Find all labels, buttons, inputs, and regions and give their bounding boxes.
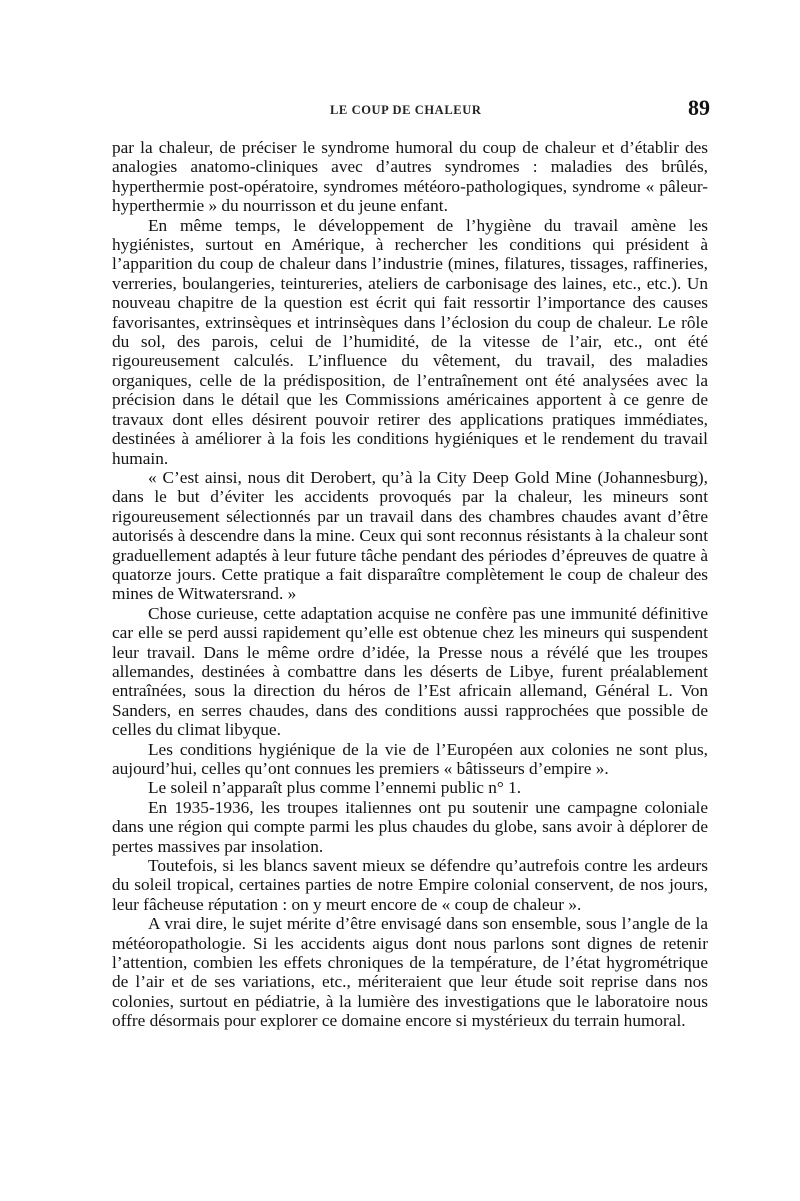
paragraph: Le soleil n’apparaît plus comme l’ennemi public n° 1. [148, 778, 522, 798]
paragraph: « C’est ainsi, nous dit Derobert, qu’à la City Deep Gold Mine (Johannesburg), dans le but d’éviter les accidents provoqués par la chaleur, les mineurs sont rigoureusement sélectionnés par un travail dans des chambres chaudes avant d’être autorisés à descendre dans la mine. Ceux qui sont reconnus résistants à la chaleur sont graduellement adaptés à leur future tâche pendant des périodes d’épreuves de quatre à quatorze jours. Cette pratique a fait disparaître complètement le coup de chaleur des mines de Witwatersrand. » [112, 467, 708, 604]
paragraph: Les conditions hygiénique de la vie de l’Européen aux colonies ne sont plus, aujourd’hui, celles qu’ont connues les premiers « bâtisseurs d’empire ». [112, 739, 708, 778]
paragraph: Toutefois, si les blancs savent mieux se défendre qu’autrefois contre les ardeurs du soleil tropical, certaines parties de notre Empire colonial conservent, de nos jours, leur fâcheuse réputation : on y meurt encore de « coup de chaleur ». [112, 856, 708, 914]
running-title: LE COUP DE CHALEUR [330, 103, 482, 117]
paragraph: A vrai dire, le sujet mérite d’être envisagé dans son ensemble, sous l’angle de la météoropathologie. Si les accidents aigus dont nous parlons sont dignes de retenir l’attention, combien les effets chroniques de la température, de l’état hygrométrique de l’air et de ses variations, etc., mériteraient que leur étude soit reprise dans nos colonies, surtout en pédiatrie, à la lumière des investigations que le laboratoire nous offre désormais pour explorer ce domaine encore si mystérieux du terrain humoral. [112, 914, 708, 1031]
page-number: 89 [688, 95, 710, 120]
paragraph: par la chaleur, de préciser le syndrome humoral du coup de chaleur et d’établir des analogies anatomo-cliniques avec d’autres syndromes : maladies des brûlés, hyperthermie post-opératoire, syndromes météoro-pathologiques, syndrome « pâleur-hyperthermie » du nourrisson et du jeune enfant. [112, 138, 708, 216]
body-text [112, 138, 708, 1031]
paragraph: En 1935-1936, les troupes italiennes ont pu soutenir une campagne coloniale dans une région qui compte parmi les plus chaudes du globe, sans avoir à déplorer de pertes massives par insolation. [112, 797, 708, 856]
paragraph: En même temps, le développement de l’hygiène du travail amène les hygiénistes, surtout en Amérique, à rechercher les conditions qui président à l’apparition du coup de chaleur dans l’industrie (mines, filatures, tissages, raffineries, verreries, boulangeries, teintureries, ateliers de carbonisage des laines, etc., etc.). Un nouveau chapitre de la question est écrit qui fait ressortir l’importance des causes favorisantes, extrinsèques et intrinsèques dans l’éclosion du coup de chaleur. Le rôle du sol, des parois, celui de l’humidité, de la vitesse de l’air, etc., ont été rigoureusement calculés. L’influence du vêtement, du travail, des maladies organiques, celle de la prédisposition, de l’entraînement ont été analysées avec la précision dans le détail que les Commissions américaines apportent à ce genre de travaux dont elles désirent pouvoir retirer des applications pratiques immédiates, destinées à améliorer à la fois les conditions hygiéniques et le rendement du travail humain. [112, 215, 708, 468]
paragraph: Chose curieuse, cette adaptation acquise ne confère pas une immunité définitive car elle se perd aussi rapidement qu’elle est obtenue chez les mineurs qui suspendent leur travail. Dans le même ordre d’idée, la Presse nous a révélé que les troupes allemandes, destinées à combattre dans les déserts de Libye, furent préalablement entraînées, sous la direction du héros de l’Est africain allemand, Général L. Von Sanders, en serres chaudes, dans des conditions aussi rapprochées que possible de celles du climat libyque. [112, 603, 708, 740]
